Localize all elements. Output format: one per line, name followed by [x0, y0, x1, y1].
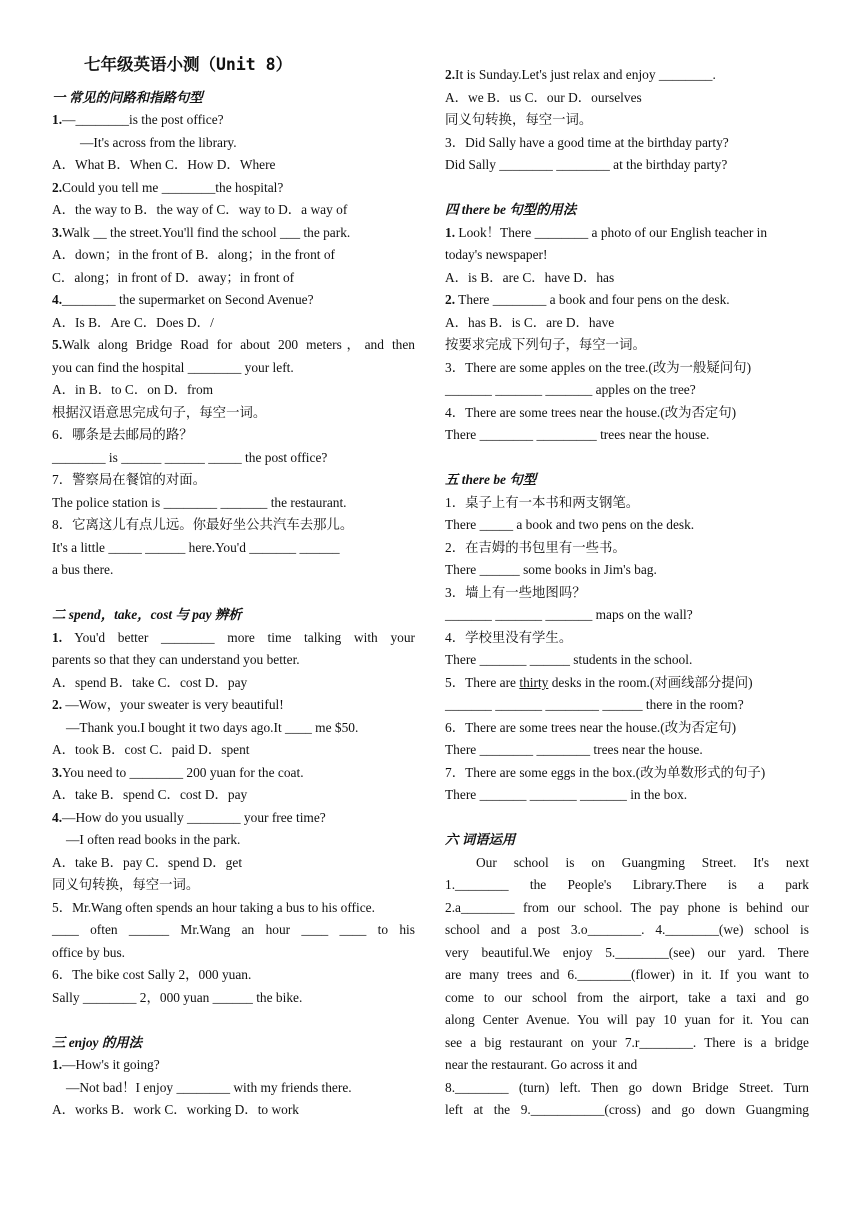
text-line: C．along；in front of D．away；in front of: [52, 270, 295, 285]
text-line: A．has B．is C．are D．have: [445, 315, 615, 330]
question-number: 3.: [52, 225, 63, 240]
text-line: 1．桌子上有一本书和两支钢笔。: [445, 495, 640, 510]
text-line: 8．它离这儿有点儿远。你最好坐公共汽车去那儿。: [52, 517, 354, 532]
text-line: A．take B．pay C．spend D．get: [52, 855, 243, 870]
text-line: 同义句转换，每空一词。: [52, 877, 200, 892]
text-line: —It's across from the library.: [80, 135, 237, 150]
section-heading: 四 there be 句型的用法: [445, 202, 577, 217]
text-line: 按要求完成下列句子，每空一词。: [445, 337, 646, 352]
text-line: 6．The bike cost Sally 2，000 yuan.: [52, 967, 252, 982]
question-number: 2.: [445, 67, 456, 82]
text-line: There _______ ______ students in the school.: [445, 652, 693, 667]
text-line: _______ _______ _______ apples on the tree?: [445, 382, 696, 397]
text-line: school and a post 3.o________. 4.________(we) school is: [445, 922, 809, 937]
text-line: 1. Look！There ________ a photo of our English teacher in: [445, 225, 768, 240]
text-line: ________ is ______ ______ _____ the post office?: [52, 450, 328, 465]
text-line: 根据汉语意思完成句子，每空一词。: [52, 405, 267, 420]
text-line: 1.—________is the post office?: [52, 112, 224, 127]
text-line: 2.It is Sunday.Let's just relax and enjoy ________.: [445, 67, 716, 82]
text-line: along Center Avenue. You will pay 10 yuan for it. You can: [445, 1012, 809, 1027]
question-number: 1.: [445, 225, 456, 240]
section-heading: 六 词语运用: [445, 832, 516, 847]
question-number: 3.: [52, 765, 63, 780]
text-line: 1.________ the People's Library.There is a park: [445, 877, 809, 892]
worksheet-title: 七年级英语小测（Unit 8）: [84, 55, 293, 74]
text-line: 5.Walk along Bridge Road for about 200 meters，and then: [52, 337, 415, 352]
question-number: 2.: [52, 180, 63, 195]
text-line: There ______ some books in Jim's bag.: [445, 562, 657, 577]
question-number: 1.: [52, 630, 63, 645]
text-line: A．spend B．take C．cost D．pay: [52, 675, 248, 690]
question-number: 4.: [52, 810, 63, 825]
text-line: 3．There are some apples on the tree.(改为一般疑问句): [445, 360, 752, 375]
text-line: ____ often ______ Mr.Wang an hour ____ ____ to his: [52, 922, 415, 937]
text-line: you can find the hospital ________ your left.: [52, 360, 294, 375]
text-line: 8.________ (turn) left. Then go down Bridge Street. Turn: [445, 1080, 809, 1095]
text-line: A．we B．us C．our D．ourselves: [445, 90, 642, 105]
text-line: left at the 9.___________(cross) and go down Guangming: [445, 1102, 809, 1117]
text-line: 6．There are some trees near the house.(改为否定句): [445, 720, 737, 735]
text-line: parents so that they can understand you better.: [52, 652, 300, 667]
text-line: A．Is B．Are C．Does D．/: [52, 315, 214, 330]
question-number: 2.: [445, 292, 456, 307]
question-number: 4.: [52, 292, 63, 307]
section-heading: 二 spend，take，cost 与 pay 辨析: [52, 607, 242, 622]
text-line: 4．There are some trees near the house.(改为否定句): [445, 405, 737, 420]
text-line: It's a little _____ ______ here.You'd _______ ______: [52, 540, 340, 555]
text-line: A．in B．to C．on D．from: [52, 382, 214, 397]
underlined-word: thirty: [519, 675, 549, 690]
text-line: 5．Mr.Wang often spends an hour taking a bus to his office.: [52, 900, 375, 915]
text-line: are many trees and 6.________(flower) in it. If you want to: [445, 967, 809, 982]
section-heading: 一 常见的问路和指路句型: [52, 90, 203, 105]
text-line: Did Sally ________ ________ at the birthday party?: [445, 157, 728, 172]
text-line: come to our school from the airport, take a taxi and go: [445, 990, 809, 1005]
text-line: 3．Did Sally have a good time at the birthday party?: [445, 135, 729, 150]
text-line: 同义句转换，每空一词。: [445, 112, 593, 127]
text-line: _______ _______ ________ ______ there in the room?: [445, 697, 744, 712]
text-line: 3.You need to ________ 200 yuan for the coat.: [52, 765, 304, 780]
text-line: 7．There are some eggs in the box.(改为单数形式的句子): [445, 765, 766, 780]
text-line: —Thank you.I bought it two days ago.It ____ me $50.: [66, 720, 359, 735]
text-line: 3.Walk __ the street.You'll find the school ___ the park.: [52, 225, 351, 240]
text-line: There ________ ________ trees near the house.: [445, 742, 703, 757]
text-line: 4．学校里没有学生。: [445, 630, 573, 645]
text-line: 2.a________ from our school. The pay phone is behind our: [445, 900, 809, 915]
text-line: 5．There are thirty desks in the room.(对画线部分提问): [445, 675, 753, 690]
text-line: today's newspaper!: [445, 247, 548, 262]
text-line: A．works B．work C．working D．to work: [52, 1102, 299, 1117]
text-line: —Not bad！I enjoy ________ with my friends there.: [66, 1080, 352, 1095]
text-line: There _____ a book and two pens on the desk.: [445, 517, 695, 532]
text-line: very beautiful.We enjoy 5.________(see) our yard. There: [445, 945, 809, 960]
text-line: There _______ _______ _______ in the box.: [445, 787, 688, 802]
question-number: 1.: [52, 1057, 63, 1072]
text-line: A．is B．are C．have D．has: [445, 270, 615, 285]
text-line: a bus there.: [52, 562, 114, 577]
question-number: 5.: [52, 337, 63, 352]
text-line: see a big restaurant on your 7.r________. There is a bridge: [445, 1035, 809, 1050]
text-line: near the restaurant. Go across it and: [445, 1057, 638, 1072]
text-line: Our school is on Guangming Street. It's next: [476, 855, 809, 870]
text-line: _______ _______ _______ maps on the wall?: [445, 607, 693, 622]
text-line: 1.—How's it going?: [52, 1057, 160, 1072]
text-line: 2. —Wow，your sweater is very beautiful!: [52, 697, 284, 712]
text-line: A．take B．spend C．cost D．pay: [52, 787, 248, 802]
text-line: 1. You'd better ________ more time talking with your: [52, 630, 415, 645]
text-line: The police station is ________ _______ the restaurant.: [52, 495, 347, 510]
text-line: 3．墙上有一些地图吗？: [445, 585, 586, 600]
text-line: 6．哪条是去邮局的路？: [52, 427, 193, 442]
section-heading: 五 there be 句型: [445, 472, 537, 487]
text-line: 2．在吉姆的书包里有一些书。: [445, 540, 626, 555]
text-line: 2. There ________ a book and four pens on the desk.: [445, 292, 730, 307]
section-heading: 三 enjoy 的用法: [52, 1035, 143, 1050]
text-line: Sally ________ 2，000 yuan ______ the bike.: [52, 990, 303, 1005]
text-line: 2.Could you tell me ________the hospital?: [52, 180, 284, 195]
text-line: A．the way to B．the way of C．way to D．a way of: [52, 202, 348, 217]
text-line: 7．警察局在餐馆的对面。: [52, 472, 206, 487]
question-number: 1.: [52, 112, 63, 127]
text-line: A．down；in the front of B．along；in the front of: [52, 247, 336, 262]
text-line: office by bus.: [52, 945, 126, 960]
text-line: 4.—How do you usually ________ your free time?: [52, 810, 326, 825]
text-line: A．What B．When C．How D．Where: [52, 157, 276, 172]
text-line: 4.________ the supermarket on Second Avenue?: [52, 292, 314, 307]
text-line: A．took B．cost C．paid D．spent: [52, 742, 250, 757]
question-number: 2.: [52, 697, 63, 712]
text-line: —I often read books in the park.: [66, 832, 241, 847]
text-line: There ________ _________ trees near the house.: [445, 427, 710, 442]
